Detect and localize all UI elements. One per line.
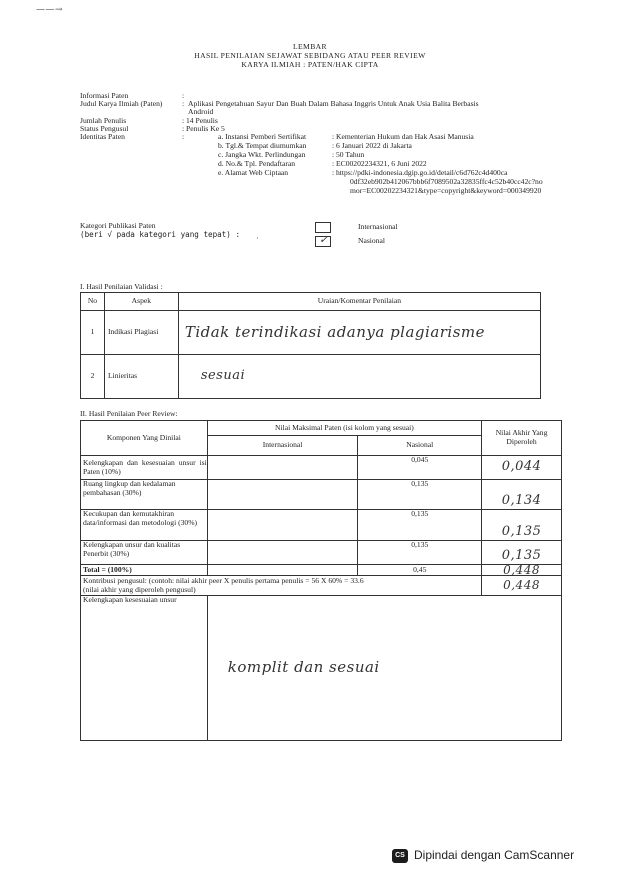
kontribusi-row bbox=[81, 576, 562, 596]
check-mark-nasional: ✓ bbox=[319, 233, 329, 246]
info-colon: : bbox=[182, 91, 185, 100]
internasional-cell bbox=[207, 456, 358, 480]
peer-review-table bbox=[80, 420, 562, 741]
kontribusi-akhir: 0,448 bbox=[482, 576, 562, 596]
table-row bbox=[81, 311, 541, 355]
header-line3: KARYA ILMIAH : PATEN/HAK CIPTA bbox=[241, 60, 379, 69]
nasional-cell: 0,135 bbox=[358, 541, 482, 565]
dot-mark: · bbox=[256, 234, 259, 243]
checkbox-nasional[interactable] bbox=[315, 233, 331, 247]
identitas-b-value: : 6 Januari 2022 di Jakarta bbox=[332, 141, 412, 150]
row-no: 2 bbox=[81, 355, 105, 399]
kategori-label: Kategori Publikasi Paten bbox=[80, 221, 156, 230]
header-line2: HASIL PENILAIAN SEJAWAT SEBIDANG ATAU PEER REVIEW bbox=[194, 51, 426, 60]
pen-mark: ——→ bbox=[36, 5, 64, 15]
table-row bbox=[81, 480, 562, 510]
judul-label: Judul Karya Ilmiah (Paten) bbox=[80, 99, 163, 108]
table-row bbox=[81, 510, 562, 541]
komentar-label: Kelengkapan kesesuaian unsur bbox=[81, 596, 208, 741]
table-row bbox=[81, 541, 562, 565]
identitas-a-label: a. Instansi Pemberi Sertifikat bbox=[218, 132, 307, 141]
total-row bbox=[81, 565, 562, 576]
identitas-colon: : bbox=[182, 132, 185, 141]
identitas-d-value: : EC00202234321, 6 Juni 2022 bbox=[332, 159, 427, 168]
komentar-value: komplit dan sesuai bbox=[207, 596, 561, 741]
identitas-d-label: d. No.& Tpl. Pendaftaran bbox=[218, 159, 296, 168]
row-aspek: Indikasi Plagiasi bbox=[104, 311, 178, 355]
judul-value-2: Android bbox=[188, 107, 214, 116]
header-internasional: Internasional bbox=[207, 436, 358, 456]
peer-header-row bbox=[81, 421, 562, 436]
nasional-cell: 0,135 bbox=[358, 510, 482, 541]
judul-colon: : bbox=[182, 99, 185, 108]
row-komentar: sesuai bbox=[178, 355, 540, 399]
nilai-akhir-cell: 0,044 bbox=[482, 456, 562, 480]
header-line1: LEMBAR bbox=[292, 42, 328, 51]
info-title: Informasi Paten bbox=[80, 91, 129, 100]
camscanner-text: Dipindai dengan CamScanner bbox=[414, 848, 575, 863]
header-nasional: Nasional bbox=[358, 436, 482, 456]
nilai-akhir-cell: 0,134 bbox=[482, 480, 562, 510]
validasi-table bbox=[80, 292, 541, 399]
judul-value: Aplikasi Pengetahuan Sayur Dan Buah Dalam Bahasa Inggris Untuk Anak Usia Balita Berbasis bbox=[188, 99, 479, 108]
row-no: 1 bbox=[81, 311, 105, 355]
komponen-cell: Kelengkapan unsur dan kualitas Penerbit (30%) bbox=[81, 541, 208, 565]
internasional-cell bbox=[207, 480, 358, 510]
row-komentar: Tidak terindikasi adanya plagiarisme bbox=[178, 311, 540, 355]
jumlah-value: : 14 Penulis bbox=[182, 116, 218, 125]
kontribusi-label bbox=[81, 576, 482, 596]
header-no: No bbox=[81, 293, 105, 311]
validasi-header-row bbox=[81, 293, 541, 311]
identitas-a-value: : Kementerian Hukum dan Hak Asasi Manusia bbox=[332, 132, 474, 141]
option-internasional: Internasional bbox=[358, 222, 398, 231]
header-aspek: Aspek bbox=[104, 293, 178, 311]
internasional-cell bbox=[207, 510, 358, 541]
header-nilai-akhir: Nilai Akhir Yang Diperoleh bbox=[482, 421, 562, 456]
row-aspek: Linieritas bbox=[104, 355, 178, 399]
header-komentar: Uraian/Komentar Penilaian bbox=[178, 293, 540, 311]
option-nasional: Nasional bbox=[358, 236, 385, 245]
total-nasional: 0,45 bbox=[358, 565, 482, 576]
url-line-3: mor=EC00202234321&type=copyright&keyword=000349920 bbox=[350, 186, 542, 195]
header-nilai-max: Nilai Maksimal Paten (isi kolom yang sesuai) bbox=[207, 421, 481, 436]
section1-title: I. Hasil Penilaian Validasi : bbox=[80, 282, 163, 291]
camscanner-watermark bbox=[388, 845, 608, 867]
komentar-row bbox=[81, 596, 562, 741]
nilai-akhir-cell: 0,135 bbox=[482, 541, 562, 565]
identitas-c-value: : 50 Tahun bbox=[332, 150, 365, 159]
komponen-cell: Kecukupan dan kemutakhiran data/informasi dan metodologi (30%) bbox=[81, 510, 208, 541]
camscanner-logo-icon: CS bbox=[392, 849, 408, 863]
header-komponen: Komponen Yang Dinilai bbox=[81, 421, 208, 456]
status-value: : Penulis Ke 5 bbox=[182, 124, 225, 133]
nilai-akhir-cell: 0,135 bbox=[482, 510, 562, 541]
nasional-cell: 0,135 bbox=[358, 480, 482, 510]
internasional-cell bbox=[207, 541, 358, 565]
kategori-instruction: (beri √ pada kategori yang tepat) : bbox=[80, 230, 241, 239]
nasional-cell: 0,045 bbox=[358, 456, 482, 480]
identitas-e-value: : https://pdki-indonesia.dgip.go.id/detail/c6d762c4d400ca bbox=[332, 168, 508, 177]
total-label: Total = (100%) bbox=[81, 565, 208, 576]
jumlah-label: Jumlah Penulis bbox=[80, 116, 127, 125]
identitas-b-label: b. Tgl.& Tempat diumumkan bbox=[218, 141, 307, 150]
identitas-e-label: e. Alamat Web Ciptaan bbox=[218, 168, 289, 177]
total-internasional bbox=[207, 565, 358, 576]
table-row bbox=[81, 456, 562, 480]
status-label: Status Pengusul bbox=[80, 124, 129, 133]
identitas-c-label: c. Jangka Wkt. Perlindungan bbox=[218, 150, 306, 159]
komponen-cell: Ruang lingkup dan kedalaman pembahasan (30%) bbox=[81, 480, 208, 510]
checkbox-internasional[interactable] bbox=[315, 222, 331, 233]
total-akhir: 0,448 bbox=[482, 565, 562, 576]
komponen-cell: Kelengkapan dan kesesuaian unsur isi Paten (10%) bbox=[81, 456, 208, 480]
kontribusi-line-2: (nilai akhir yang diperoleh pengusul) bbox=[83, 584, 196, 594]
url-line-2: 0df32eb902b412067bbb6f7089502a32835ffc4c52b40cc42c?no bbox=[350, 177, 543, 186]
section2-title: II. Hasil Penilaian Peer Review: bbox=[80, 409, 178, 418]
kontribusi-line-1: Kontribusi pengusul: (contoh: nilai akhir peer X penulis pertama penulis = 56 X 60% = 33.6 bbox=[83, 575, 364, 585]
table-row bbox=[81, 355, 541, 399]
identitas-label: Identitas Paten bbox=[80, 132, 125, 141]
